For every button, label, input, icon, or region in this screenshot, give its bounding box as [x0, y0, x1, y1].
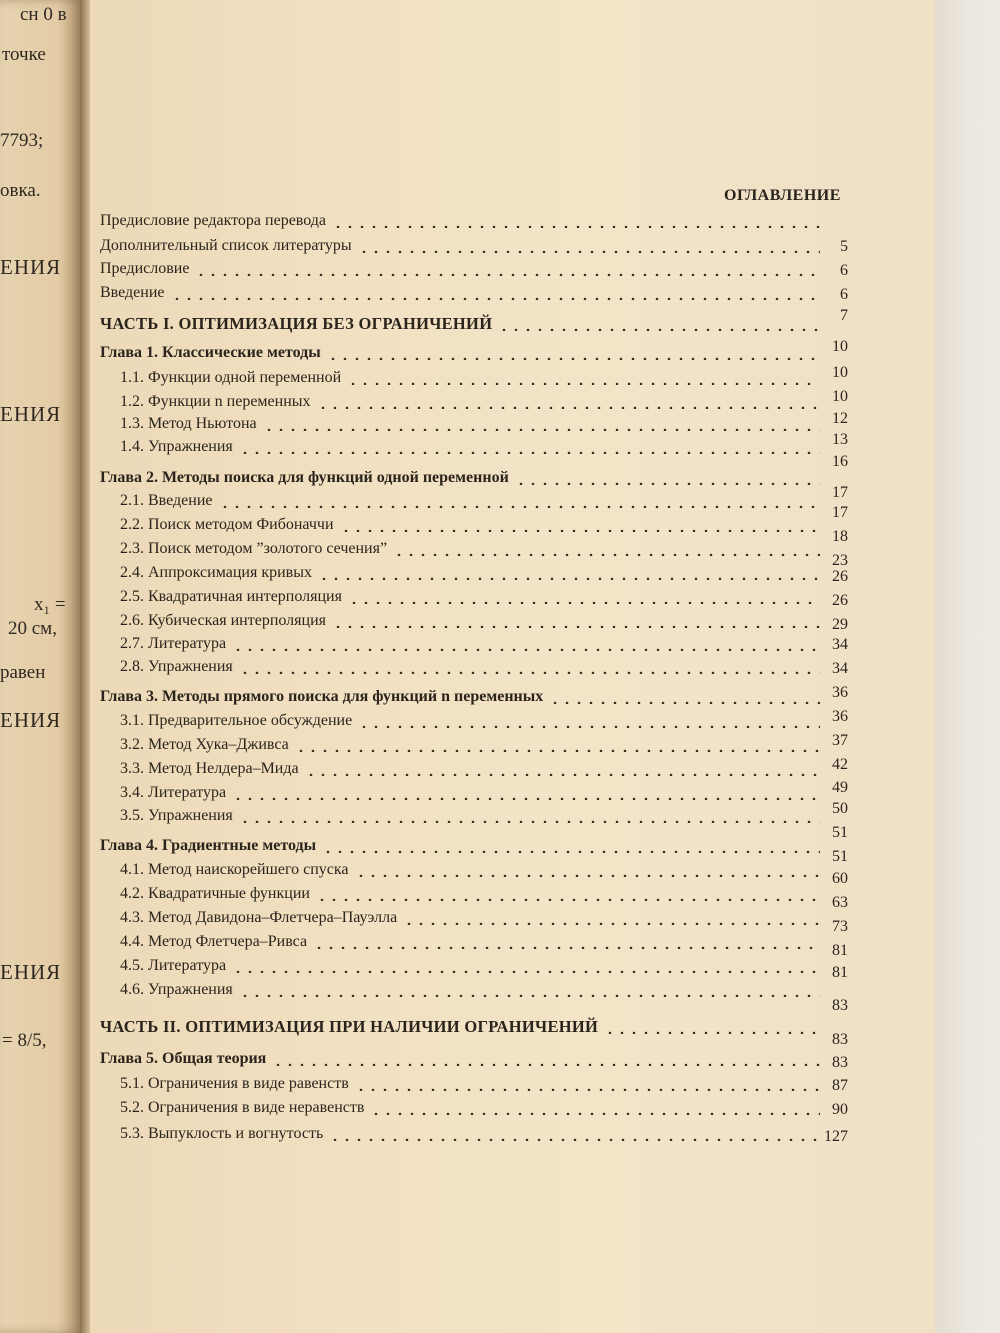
toc-entry-label: 3.3. Метод Нелдера–Мида [120, 760, 299, 777]
toc-section-entry[interactable] [120, 491, 213, 511]
toc-section-entry[interactable] [120, 1074, 349, 1094]
toc-page-number: 81 [832, 942, 848, 959]
toc-section-entry[interactable] [120, 711, 352, 731]
toc-page-number: 127 [824, 1128, 848, 1145]
toc-page-number: 42 [832, 756, 848, 773]
toc-page-number: 29 [832, 616, 848, 633]
toc-page-number: 34 [832, 660, 848, 677]
toc-dot-leader [295, 738, 820, 752]
toc-section-entry[interactable] [120, 1098, 364, 1118]
toc-section-entry[interactable] [120, 587, 342, 607]
toc-entry-label: 4.2. Квадратичные функции [120, 885, 310, 902]
toc-front-entry[interactable] [100, 259, 189, 279]
toc-page-number: 73 [832, 918, 848, 935]
toc-section-entry[interactable] [120, 414, 257, 434]
toc-dot-leader [263, 417, 820, 431]
toc-page-number: 83 [832, 1054, 848, 1071]
toc-dot-leader [348, 590, 820, 604]
toc-entry-label: Глава 2. Методы поиска для функций одной переменной [100, 469, 509, 486]
left-page-fragment: точке [2, 44, 46, 65]
toc-entry-label: Глава 1. Классические методы [100, 344, 321, 361]
toc-entry-label: Предисловие редактора перевода [100, 212, 327, 229]
toc-page-number: 26 [832, 592, 848, 609]
toc-entry-label: Дополнительный список литературы [100, 237, 352, 254]
left-page-fragment: ЕНИЯ [0, 708, 62, 732]
toc-entry-label: 1.2. Функции n переменных [120, 393, 311, 410]
toc-entry-label: Глава 5. Общая теория [100, 1050, 267, 1067]
toc-entry-label: 3.2. Метод Хука–Дживса [120, 736, 289, 753]
toc-page-number: 17 [832, 484, 848, 501]
toc-chapter-entry[interactable] [100, 468, 509, 488]
toc-section-entry[interactable] [120, 563, 312, 583]
toc-page-number: 36 [832, 684, 848, 701]
toc-page-number: 6 [840, 262, 848, 279]
toc-dot-leader [393, 542, 820, 556]
toc-dot-leader [327, 346, 820, 360]
toc-dot-leader [318, 566, 820, 580]
toc-dot-leader [239, 983, 820, 997]
toc-page-number: 36 [832, 708, 848, 725]
toc-section-entry[interactable] [120, 932, 307, 952]
toc-dot-leader [332, 214, 820, 228]
toc-page-number: 26 [832, 568, 848, 585]
left-page-fragment: 20 см, [8, 618, 57, 639]
toc-page-number: 18 [832, 528, 848, 545]
toc-entry-label: Глава 3. Методы прямого поиска для функций n переменных [100, 688, 544, 705]
toc-entry-label: 1.4. Упражнения [120, 438, 233, 455]
left-page-fragment: равен [0, 662, 46, 683]
toc-dot-leader [358, 714, 820, 728]
toc-dot-leader [219, 494, 821, 508]
toc-dot-leader [355, 863, 820, 877]
left-page-fragment: сн 0 в [20, 4, 67, 25]
toc-section-entry[interactable] [120, 884, 310, 904]
toc-page-number: 81 [832, 964, 848, 981]
toc-dot-leader [347, 371, 820, 385]
left-page-fragment: = 8/5, [2, 1030, 47, 1051]
toc-page-number: 50 [832, 800, 848, 817]
toc-page-number: 87 [832, 1077, 848, 1094]
left-page-fragment: овка. [0, 180, 41, 201]
toc-entry-label: Введение [100, 284, 165, 301]
toc-dot-leader [332, 614, 820, 628]
toc-entry-label: 1.3. Метод Ньютона [120, 415, 257, 432]
toc-dot-leader [340, 518, 820, 532]
toc-dot-leader [370, 1101, 820, 1115]
toc-page-number: 63 [832, 894, 848, 911]
toc-page-number: 10 [832, 388, 848, 405]
toc-dot-leader [403, 911, 820, 925]
left-page-fragment: 7793; [0, 130, 44, 151]
toc-page-number: 23 [832, 552, 848, 569]
toc-section-entry[interactable] [120, 392, 311, 412]
toc-entry-label: 1.1. Функции одной переменной [120, 369, 342, 386]
left-page [0, 0, 82, 1333]
toc-section-entry[interactable] [120, 515, 334, 535]
toc-page-number: 16 [832, 453, 848, 470]
toc-dot-leader [239, 660, 820, 674]
toc-page-number: 10 [832, 364, 848, 381]
toc-dot-leader [515, 471, 820, 485]
toc-entry-label: 3.5. Упражнения [120, 807, 233, 824]
toc-entry-label: ЧАСТЬ II. ОПТИМИЗАЦИЯ ПРИ НАЛИЧИИ ОГРАНИЧЕНИЙ [100, 1017, 599, 1036]
toc-chapter-entry[interactable] [100, 836, 316, 856]
toc-page-number: 51 [832, 848, 848, 865]
table-surface [935, 0, 1000, 1333]
toc-entry-label: 2.1. Введение [120, 492, 213, 509]
toc-dot-leader [195, 262, 820, 276]
toc-dot-leader [316, 887, 820, 901]
toc-page-number: 6 [840, 286, 848, 303]
toc-section-entry[interactable] [120, 657, 233, 677]
toc-section-entry[interactable] [120, 611, 326, 631]
toc-section-entry[interactable] [120, 759, 299, 779]
toc-front-entry[interactable] [100, 236, 352, 256]
toc-section-entry[interactable] [120, 956, 226, 976]
toc-title: ОГЛАВЛЕНИЕ [724, 187, 841, 204]
toc-entry-label: 4.3. Метод Давидона–Флетчера–Пауэлла [120, 909, 398, 926]
toc-page-number: 7 [840, 307, 848, 324]
toc-dot-leader [171, 286, 821, 300]
toc-dot-leader [239, 440, 820, 454]
toc-dot-leader [355, 1077, 820, 1091]
toc-section-entry[interactable] [120, 908, 397, 928]
toc-dot-leader [317, 395, 820, 409]
toc-dot-leader [322, 839, 820, 853]
toc-page-number: 51 [832, 824, 848, 841]
toc-page-number: 37 [832, 732, 848, 749]
toc-front-entry[interactable] [100, 211, 326, 231]
toc-section-entry[interactable] [120, 980, 233, 1000]
toc-page-number: 83 [832, 997, 848, 1014]
toc-entry-label: 4.1. Метод наискорейшего спуска [120, 861, 349, 878]
toc-entry-label: 2.6. Кубическая интерполяция [120, 612, 326, 629]
toc-page-number: 5 [840, 238, 848, 255]
toc-section-entry[interactable] [120, 806, 233, 826]
toc-dot-leader [313, 935, 820, 949]
toc-entry-label: Предисловие [100, 260, 190, 277]
toc-page-number: 10 [832, 338, 848, 355]
toc-entry-label: 5.1. Ограничения в виде равенств [120, 1075, 349, 1092]
toc-section-entry[interactable] [120, 860, 349, 880]
toc-dot-leader [232, 637, 820, 651]
toc-entry-label: 2.4. Аппроксимация кривых [120, 564, 312, 581]
toc-entry-label: 5.2. Ограничения в виде неравенств [120, 1099, 365, 1116]
toc-dot-leader [329, 1127, 820, 1141]
toc-page-number: 60 [832, 870, 848, 887]
toc-front-entry[interactable] [100, 283, 165, 303]
toc-dot-leader [549, 690, 820, 704]
toc-dot-leader [604, 1020, 820, 1034]
toc-section-entry[interactable] [120, 1124, 323, 1144]
toc-entry-label: 2.8. Упражнения [120, 658, 233, 675]
toc-section-entry[interactable] [120, 368, 341, 388]
toc-chapter-entry[interactable] [100, 343, 321, 363]
left-page-fragment: ЕНИЯ [0, 402, 62, 426]
toc-page-number: 13 [832, 431, 848, 448]
toc-entry-label: 3.1. Предварительное обсуждение [120, 712, 353, 729]
toc-page-number: 12 [832, 410, 848, 427]
toc-entry-label: 4.6. Упражнения [120, 981, 233, 998]
left-page-fragment: x₁ = [34, 594, 66, 615]
toc-entry-label: 2.5. Квадратичная интерполяция [120, 588, 342, 605]
toc-page-number: 90 [832, 1101, 848, 1118]
toc-part-entry[interactable] [100, 1017, 598, 1038]
left-page-fragment: ЕНИЯ [0, 960, 62, 984]
toc-dot-leader [498, 317, 820, 331]
toc-entry-label: 4.5. Литература [120, 957, 227, 974]
toc-entry-label: Глава 4. Градиентные методы [100, 837, 317, 854]
toc-page-number: 34 [832, 636, 848, 653]
toc-dot-leader [232, 959, 820, 973]
toc-dot-leader [305, 762, 820, 776]
toc-page-number: 17 [832, 504, 848, 521]
toc-entry-label: 2.3. Поиск методом ”золотого сечения” [120, 540, 388, 557]
toc-entry-label: 2.2. Поиск методом Фибоначчи [120, 516, 334, 533]
toc-section-entry[interactable] [120, 783, 226, 803]
toc-part-entry[interactable] [100, 314, 492, 335]
toc-entry-label: 4.4. Метод Флетчера–Ривса [120, 933, 308, 950]
toc-chapter-entry[interactable] [100, 687, 543, 707]
toc-section-entry[interactable] [120, 437, 233, 457]
toc-entry-label: 3.4. Литература [120, 784, 227, 801]
toc-section-entry[interactable] [120, 539, 387, 559]
left-page-fragment: ЕНИЯ [0, 255, 62, 279]
toc-page-number: 83 [832, 1031, 848, 1048]
toc-dot-leader [232, 786, 820, 800]
toc-section-entry[interactable] [120, 735, 289, 755]
toc-entry-label: 5.3. Выпуклость и вогнутость [120, 1125, 324, 1142]
toc-entry-label: ЧАСТЬ I. ОПТИМИЗАЦИЯ БЕЗ ОГРАНИЧЕНИЙ [100, 314, 493, 333]
toc-dot-leader [272, 1052, 820, 1066]
toc-entry-label: 2.7. Литература [120, 635, 227, 652]
toc-chapter-entry[interactable] [100, 1049, 266, 1069]
toc-dot-leader [358, 239, 820, 253]
toc-dot-leader [239, 809, 820, 823]
toc-page-number: 49 [832, 779, 848, 796]
toc-section-entry[interactable] [120, 634, 226, 654]
